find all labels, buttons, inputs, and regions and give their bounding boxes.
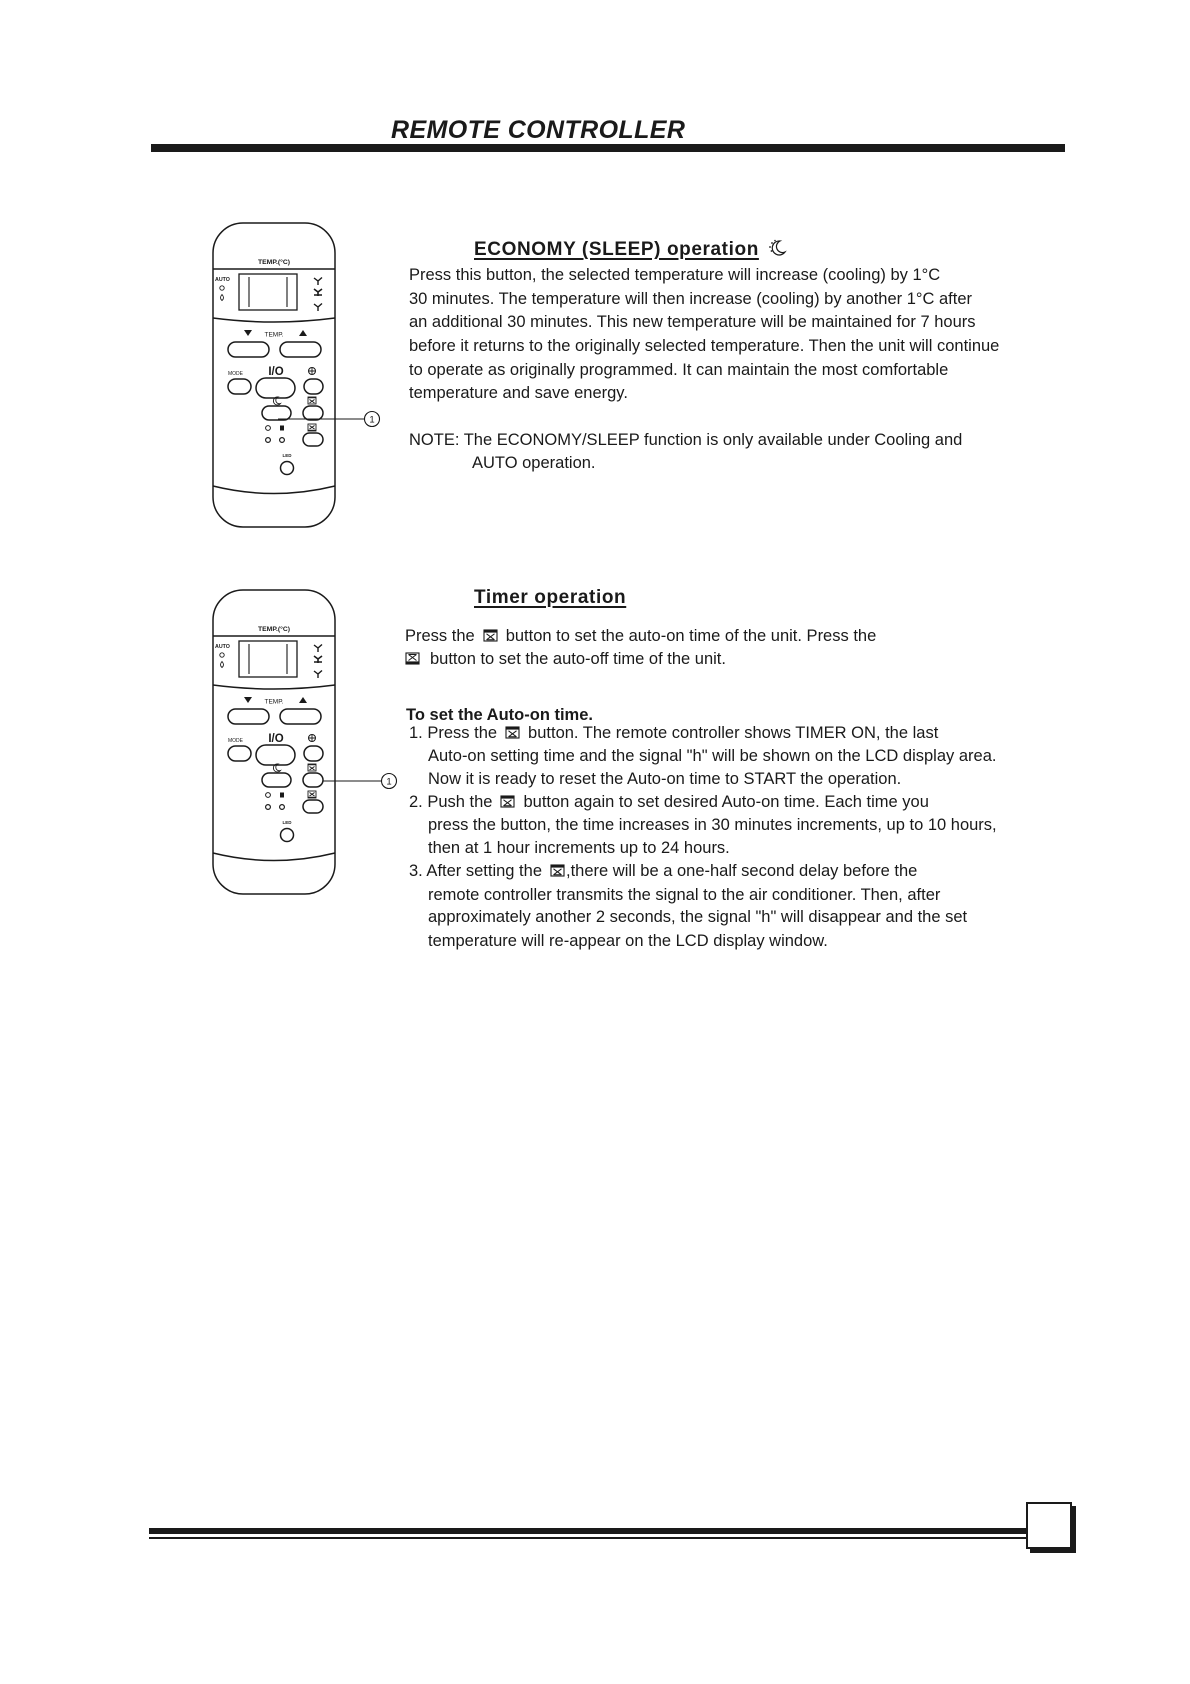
step-text: 1. Press the	[409, 724, 498, 742]
fan-speed-mid-icon	[314, 289, 322, 296]
timer-off-icon-bar	[308, 426, 316, 431]
temp-up-button	[280, 342, 321, 357]
fan-button	[304, 379, 323, 394]
timer-step-2	[409, 792, 929, 812]
swing-indicator-icon	[266, 426, 271, 431]
fan-button	[304, 746, 323, 761]
economy-paragraph-line: temperature and save energy.	[409, 384, 628, 402]
temp-up-arrow-icon	[299, 330, 307, 336]
lock-icon	[280, 793, 284, 798]
economy-paragraph-line: 30 minutes. The temperature will then increase (cooling) by another 1°C after	[409, 290, 972, 308]
timer-off-icon-bar	[308, 793, 316, 798]
indicator-dot-right	[280, 805, 285, 810]
footer-rule-thin	[149, 1537, 1028, 1539]
remote-illustration-economy	[212, 222, 402, 532]
timer-off-icon	[405, 652, 420, 665]
remote-illustration-timer	[212, 589, 402, 899]
timer-on-icon-bar	[308, 765, 316, 770]
step-text: 2. Push the	[409, 793, 493, 811]
mode-button	[228, 379, 251, 394]
lcd-display	[239, 641, 297, 677]
lock-icon	[280, 426, 284, 431]
timer-intro-text: Press the	[405, 627, 475, 645]
temp-down-button	[228, 709, 269, 724]
timer-on-icon	[550, 864, 565, 877]
step-continuation: Now it is ready to reset the Auto-on time to START the operation.	[428, 770, 902, 788]
economy-heading-text: ECONOMY (SLEEP) operation	[474, 239, 759, 260]
fan-speed-high-icon	[314, 671, 322, 679]
economy-paragraph-line: before it returns to the originally selected temperature. Then the unit will continue	[409, 337, 1000, 355]
remote-display-divider	[213, 318, 335, 322]
swing-indicator-icon	[266, 793, 271, 798]
step-continuation: then at 1 hour increments up to 24 hours.	[428, 839, 730, 857]
step-continuation: remote controller transmits the signal to the air conditioner. Then, after	[428, 886, 941, 904]
power-button	[256, 745, 295, 765]
fan-speed-low-icon	[314, 645, 322, 653]
timer-on-icon-bar	[308, 398, 316, 403]
timer-heading	[474, 587, 626, 609]
economy-paragraph-line: to operate as originally programmed. It can maintain the most comfortable	[409, 361, 949, 379]
timer-on-button	[303, 406, 323, 420]
page-title: REMOTE CONTROLLER	[391, 116, 686, 144]
step-text: ,there will be a one-half second delay before the	[566, 862, 918, 880]
timer-on-icon	[505, 726, 520, 739]
economy-paragraph-line: Press this button, the selected temperature will increase (cooling) by 1°C	[409, 266, 941, 284]
auto-dry-icon	[221, 662, 224, 668]
sleep-button	[262, 773, 291, 787]
temp-up-button	[280, 709, 321, 724]
remote-bottom-band	[213, 486, 335, 494]
timer-intro-text: button to set the auto-off time of the unit.	[430, 650, 726, 668]
timer-intro-text: button to set the auto-on time of the unit. Press the	[505, 627, 877, 645]
step-text: button. The remote controller shows TIMER ON, the last	[528, 724, 939, 742]
economy-paragraph-line: an additional 30 minutes. This new temperature will be maintained for 7 hours	[409, 313, 976, 331]
temp-down-arrow-icon	[244, 697, 252, 703]
footer-rule	[149, 1528, 1028, 1534]
step-continuation: approximately another 2 seconds, the signal "h" will disappear and the set	[428, 908, 968, 926]
auto-on-subheading: To set the Auto-on time.	[406, 706, 593, 724]
mode-label: MODE	[228, 371, 243, 377]
sleep-button	[262, 406, 291, 420]
timer-intro-line	[405, 649, 726, 669]
power-label: I/O	[268, 366, 284, 378]
temp-label: TEMP.	[264, 331, 284, 339]
temp-up-arrow-icon	[299, 697, 307, 703]
economy-heading	[474, 238, 797, 261]
lcd-segment-lines	[249, 644, 287, 674]
auto-label: AUTO	[215, 644, 230, 650]
auto-cool-icon	[220, 653, 224, 657]
temp-label: TEMP.	[264, 698, 284, 706]
temp-unit-label: TEMP.(°C)	[257, 259, 291, 266]
power-button	[256, 378, 295, 398]
auto-cool-icon	[220, 286, 224, 290]
timer-off-button	[303, 433, 323, 446]
timer-on-button	[303, 773, 323, 787]
auto-dry-icon	[221, 295, 224, 301]
temp-down-button	[228, 342, 269, 357]
led-button	[281, 462, 294, 475]
timer-on-icon	[483, 629, 498, 642]
power-label: I/O	[268, 733, 284, 745]
step-text: 3. After setting the	[409, 862, 542, 880]
lcd-segment-lines	[249, 277, 287, 307]
led-label: LED	[282, 453, 292, 458]
economy-note-continuation: AUTO operation.	[472, 454, 596, 472]
indicator-dot-left	[266, 805, 271, 810]
fan-speed-mid-icon	[314, 656, 322, 663]
fan-speed-low-icon	[314, 278, 322, 286]
sleep-icon	[767, 238, 789, 258]
indicator-dot-left	[266, 438, 271, 443]
step-continuation: press the button, the time increases in 30 minutes increments, up to 10 hours,	[428, 816, 997, 834]
mode-label: MODE	[228, 738, 243, 744]
temp-down-arrow-icon	[244, 330, 252, 336]
callout-number: 1	[386, 776, 392, 788]
step-text: button again to set desired Auto-on time. Each time you	[523, 793, 929, 811]
timer-intro-line	[405, 626, 876, 646]
fan-speed-high-icon	[314, 304, 322, 312]
indicator-dot-right	[280, 438, 285, 443]
step-continuation: temperature will re-appear on the LCD display window.	[428, 932, 828, 950]
led-label: LED	[282, 820, 292, 825]
economy-note: NOTE: The ECONOMY/SLEEP function is only available under Cooling and	[409, 431, 963, 449]
mode-button	[228, 746, 251, 761]
page-number-box	[1026, 1502, 1072, 1549]
remote-bottom-band	[213, 853, 335, 861]
callout-number: 1	[369, 414, 375, 426]
step-continuation: Auto-on setting time and the signal "h" will be shown on the LCD display area.	[428, 747, 997, 765]
remote-display-divider	[213, 685, 335, 689]
lcd-display	[239, 274, 297, 310]
timer-step-3	[409, 861, 917, 881]
auto-label: AUTO	[215, 277, 230, 283]
timer-heading-text: Timer operation	[474, 587, 627, 608]
temp-unit-label: TEMP.(°C)	[257, 626, 291, 633]
timer-on-icon	[500, 795, 515, 808]
header-rule	[151, 144, 1065, 152]
timer-step-1	[409, 723, 938, 743]
timer-off-button	[303, 800, 323, 813]
led-button	[281, 829, 294, 842]
